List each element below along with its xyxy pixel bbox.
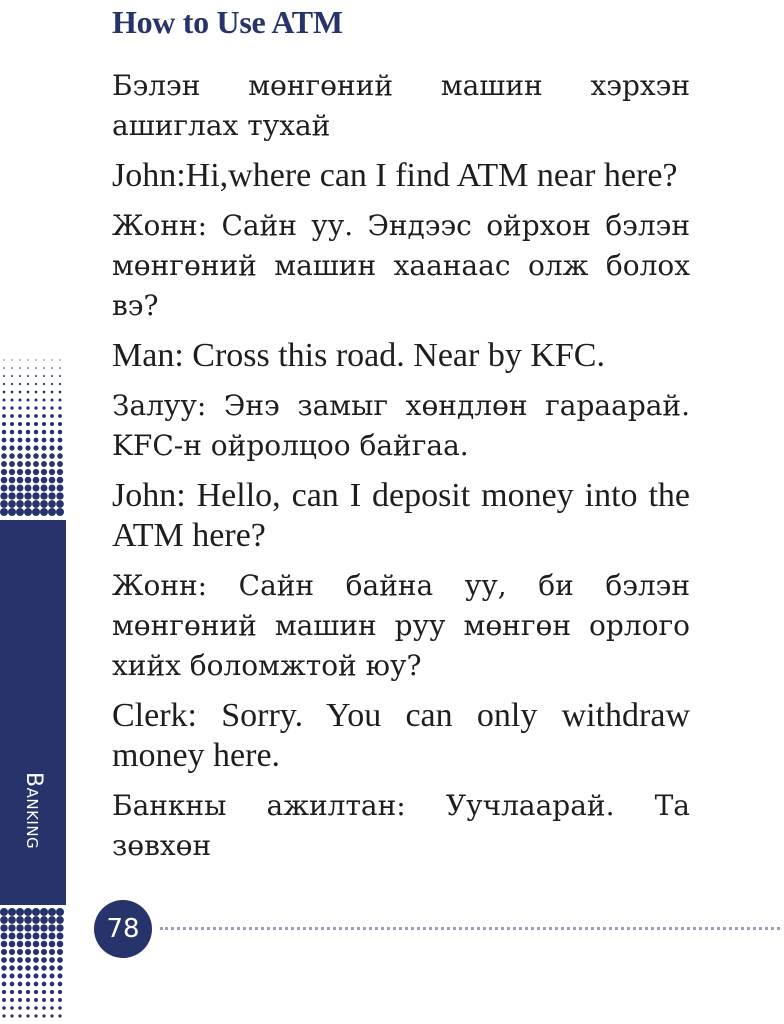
- dialogue-paragraph: Жонн: Сайн уу. Эндээс ойрхон бэлэн мөнгөний машин хаанаас олж болох вэ?: [112, 209, 690, 322]
- section-label: Banking: [21, 772, 46, 850]
- dialogue-paragraph: Man: Cross this road. Near by KFC.: [112, 337, 605, 374]
- page-title: How to Use ATM: [112, 4, 343, 40]
- halftone-band-graphic: [0, 0, 66, 1024]
- dialogue-paragraph: Clerk: Sorry. You can only withdraw money here.: [112, 697, 690, 774]
- dialogue-content: [112, 66, 690, 876]
- side-band: [0, 0, 66, 1024]
- dialogue-paragraph: John:Hi,where can I find ATM near here?: [112, 157, 678, 194]
- dialogue-paragraph: Залуу: Энэ замыг хөндлөн гараарай. KFC-н ойролцоо байгаа.: [112, 389, 690, 462]
- page-number-badge: 78: [94, 900, 152, 958]
- dialogue-paragraph: Банкны ажилтан: Уучлаарай. Та зөвхөн: [112, 789, 690, 862]
- dialogue-paragraph: Бэлэн мөнгөний машин хэрхэн ашиглах тухай: [112, 69, 690, 142]
- footer-dotted-rule: [160, 927, 780, 930]
- dialogue-paragraph: Жонн: Сайн байна уу, би бэлэн мөнгөний машин руу мөнгөн орлого хийх боломжтой юу?: [112, 569, 690, 682]
- dialogue-paragraph: John: Hello, can I deposit money into the ATM here?: [112, 477, 690, 554]
